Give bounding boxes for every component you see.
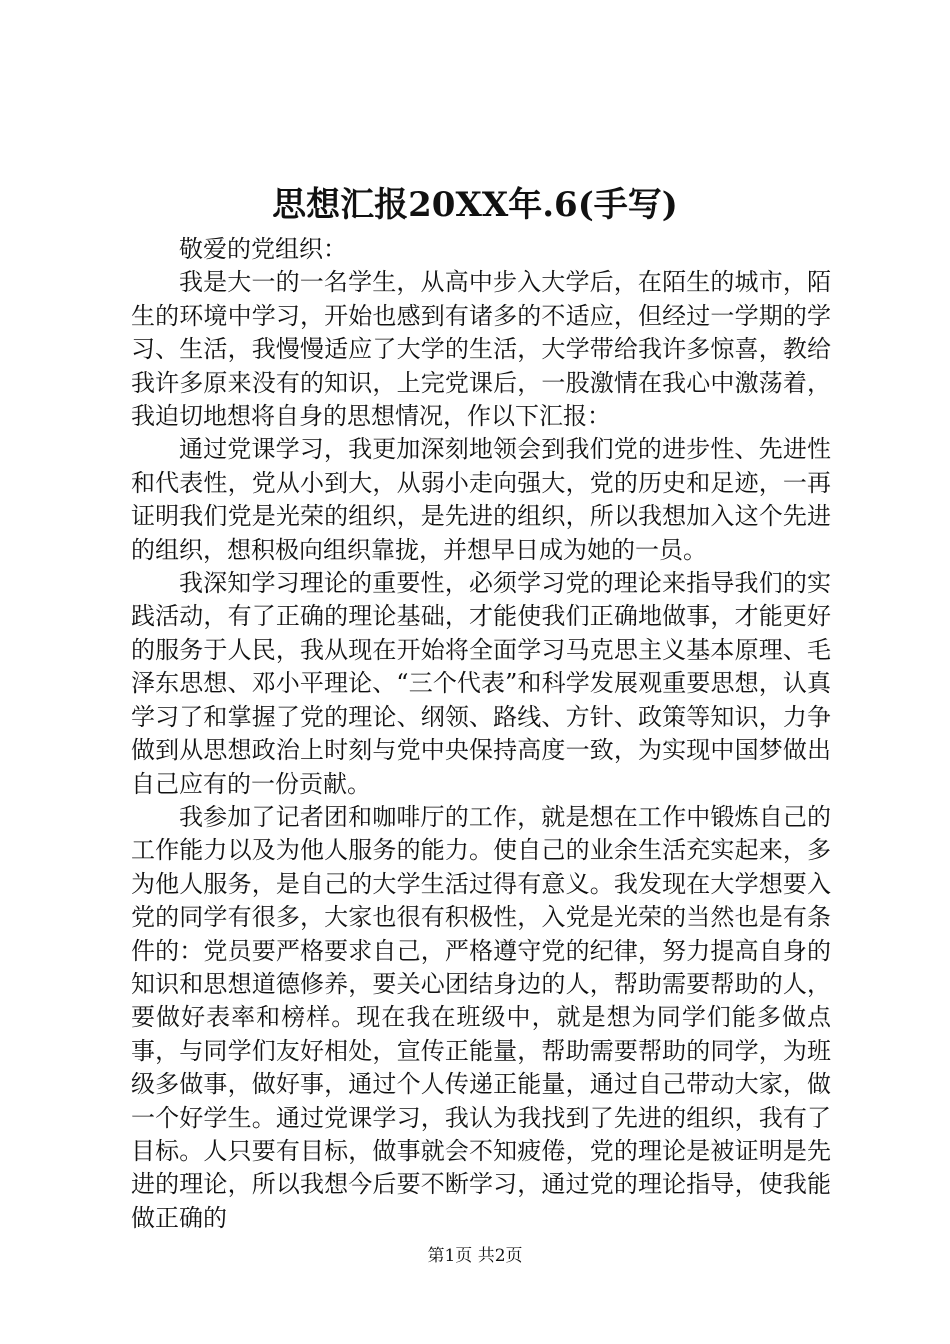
paragraph-3: 我深知学习理论的重要性，必须学习党的理论来指导我们的实践活动，有了正确的理论基础，才能使我们正确地做事，才能更好的服务于人民，我从现在开始将全面学习马克思主义基本原理、毛泽东思想、邓小平理论、“三个代表”和科学发展观重要思想，认真学习了和掌握了党的理论、纲领、路线、方针、政策等知识，力争做到从思想政治上时刻与党中央保持高度一致，为实现中国梦做出自己应有的一份贡献。 — [131, 569, 831, 798]
salutation: 敬爱的党组织： — [179, 235, 347, 263]
paragraph-4: 我参加了记者团和咖啡厅的工作，就是想在工作中锻炼自己的工作能力以及为他人服务的能力。使自己的业余生活充实起来，多为他人服务，是自己的大学生活过得有意义。我发现在大学想要入党的同学有很多，大家也很有积极性，入党是光荣的当然也是有条件的：党员要严格要求自己，严格遵守党的纪律，努力提高自身的知识和思想道德修养，要关心团结身边的人，帮助需要帮助的人，要做好表率和榜样。现在我在班级中，就是想为同学们能多做点事，与同学们友好相处，宣传正能量，帮助需要帮助的同学，为班级多做事，做好事，通过个人传递正能量，通过自己带动大家，做一个好学生。通过党课学习，我认为我找到了先进的组织，我有了目标。人只要有目标，做事就会不知疲倦，党的理论是被证明是先进的理论，所以我想今后要不断学习，通过党的理论指导，使我能做正确的 — [131, 802, 831, 1232]
document-body — [131, 233, 831, 1235]
paragraph-1: 我是大一的一名学生，从高中步入大学后，在陌生的城市，陌生的环境中学习，开始也感到有诸多的不适应，但经过一学期的学习、生活，我慢慢适应了大学的生活，大学带给我许多惊喜，教给我许多原来没有的知识，上完党课后，一股激情在我心中激荡着，我迫切地想将自身的思想情况，作以下汇报： — [131, 268, 831, 431]
paragraph-2: 通过党课学习，我更加深刻地领会到我们党的进步性、先进性和代表性，党从小到大，从弱小走向强大，党的历史和足迹，一再证明我们党是光荣的组织，是先进的组织，所以我想加入这个先进的组织，想积极向组织靠拢，并想早日成为她的一员。 — [131, 435, 831, 564]
page-footer: 第1页 共2页 — [427, 1246, 523, 1266]
document-title: 思想汇报20XX年.6(手写) — [272, 185, 678, 225]
